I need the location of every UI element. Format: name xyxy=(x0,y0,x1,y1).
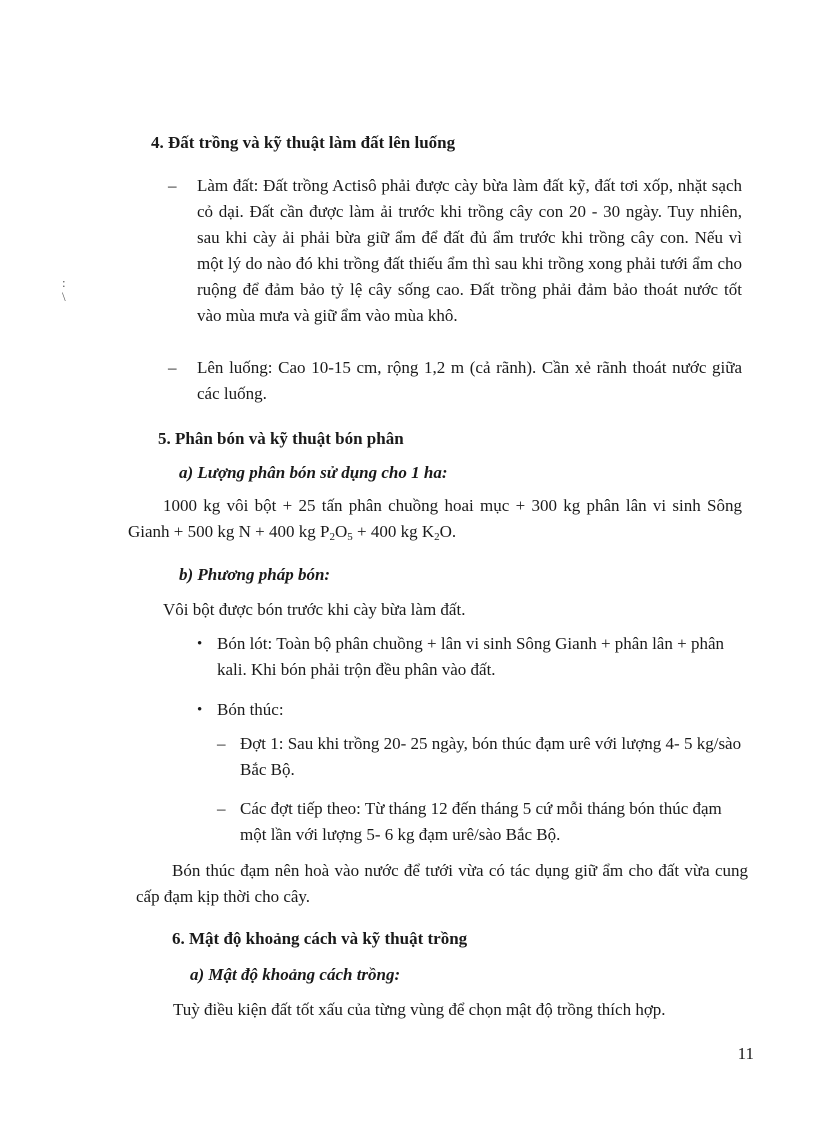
section-5-sub-b: b) Phương pháp bón: xyxy=(179,565,331,584)
section-4-item-lam-dat: Làm đất: Đất trồng Actisô phải được cày bừa làm đất kỹ, đất tơi xốp, nhặt sạch cỏ dại. Đất cần được làm ải trước khi trồng cây con 20 - 30 ngày. Tuy nhiên, sau khi cày ải phải bừa giữ ẩm để đất đủ ẩm trước khi trồng cây con. Nếu vì một lý do nào đó khi trồng đất thiếu ẩm thì sau khi trồng xong phải tưới ẩm cho ruộng để đảm bảo tỷ lệ cây sống cao. Đất trồng phải đảm bảo thoát nước tốt vào mùa mưa và giữ ẩm vào mùa khô. xyxy=(197,176,742,325)
fertilizer-amounts xyxy=(128,493,742,545)
subscript: 2 xyxy=(434,531,440,543)
lime-application: Vôi bột được bón trước khi cày bừa làm đất. xyxy=(163,600,466,619)
top-dressing-note: Bón thúc đạm nên hoà vào nước để tưới vừa có tác dụng giữ ẩm cho đất vừa cung cấp đạm kịp thời cho cây. xyxy=(136,861,748,906)
subscript: 5 xyxy=(347,531,353,543)
section-5-heading: 5. Phân bón và kỹ thuật bón phân xyxy=(158,429,404,448)
bullet-marker: • xyxy=(197,702,203,718)
bullet-bon-lot: Bón lót: Toàn bộ phân chuồng + lân vi sinh Sông Gianh + phân lân + phân kali. Khi bón phải trộn đều phân vào đất. xyxy=(217,634,724,679)
formula-part: O xyxy=(334,522,348,541)
fertilizer-amounts-text: 1000 kg vôi bột + 25 tấn phân chuồng hoai mục + 300 kg phân lân vi sinh Sông Gianh + 500 kg N + 400 kg P xyxy=(128,496,742,541)
dot-1: Đợt 1: Sau khi trồng 20- 25 ngày, bón thúc đạm urê với lượng 4- 5 kg/sào Bắc Bộ. xyxy=(240,734,742,779)
section-4-heading: 4. Đất trồng và kỹ thuật làm đất lên luống xyxy=(151,133,456,152)
dash-marker: – xyxy=(217,799,226,818)
dash-marker: – xyxy=(217,734,226,753)
page-number: 11 xyxy=(737,1044,754,1063)
subscript: 2 xyxy=(329,531,335,543)
dot-2: Các đợt tiếp theo: Từ tháng 12 đến tháng 5 cứ mỗi tháng bón thúc đạm một lần với lượng 5- 6 kg đạm urê/sào Bắc Bộ. xyxy=(240,799,722,844)
section-6-sub-a: a) Mật độ khoảng cách trồng: xyxy=(190,965,401,984)
margin-marks: : \ xyxy=(62,275,66,304)
section-6-text: Tuỳ điều kiện đất tốt xấu của từng vùng để chọn mật độ trồng thích hợp. xyxy=(173,1000,666,1019)
section-5-sub-a: a) Lượng phân bón sử dụng cho 1 ha: xyxy=(179,463,448,482)
dash-marker: – xyxy=(168,358,177,377)
section-6-heading: 6. Mật độ khoảng cách và kỹ thuật trồng xyxy=(172,929,468,948)
fertilizer-amounts-text-2: + 400 kg K xyxy=(352,522,435,541)
bullet-bon-thuc: Bón thúc: xyxy=(217,700,284,719)
section-4-item-len-luong: Lên luống: Cao 10-15 cm, rộng 1,2 m (cả rãnh). Cần xẻ rãnh thoát nước giữa các luống. xyxy=(197,358,742,403)
formula-part: O. xyxy=(439,522,457,541)
bullet-marker: • xyxy=(197,636,203,652)
dash-marker: – xyxy=(168,176,177,195)
